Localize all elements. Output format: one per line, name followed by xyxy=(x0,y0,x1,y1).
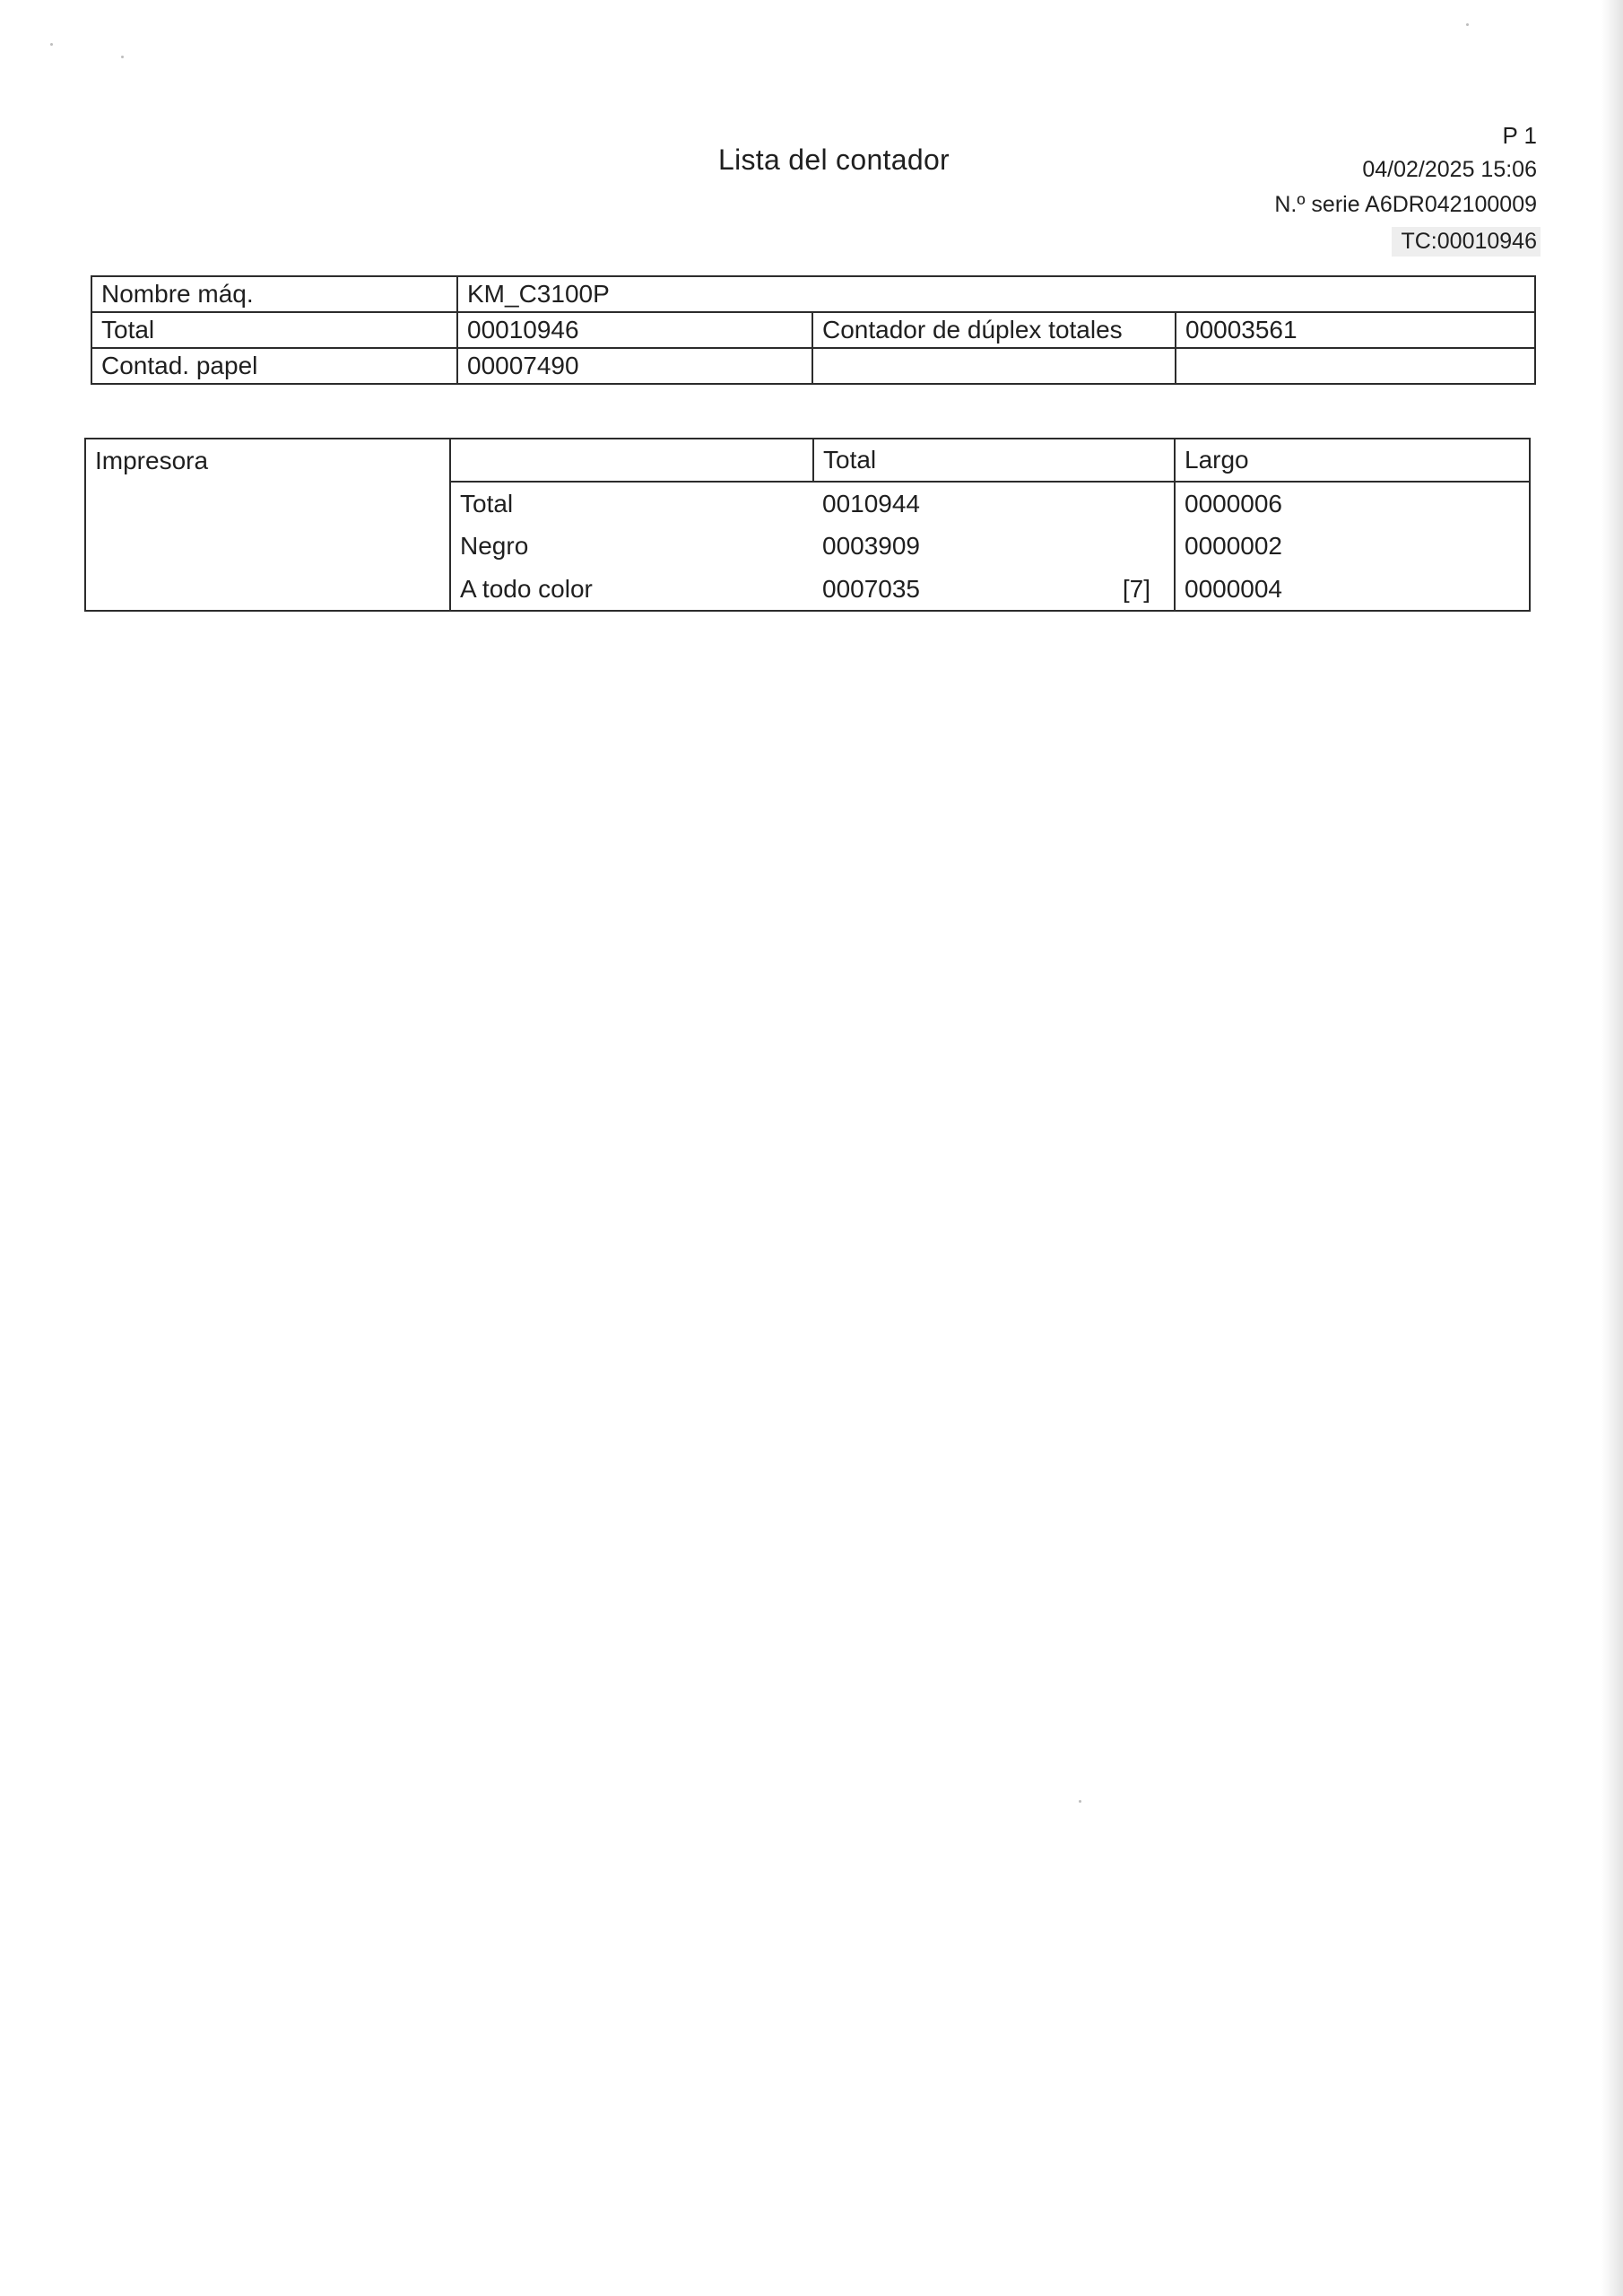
row-note: [7] xyxy=(1122,574,1150,603)
row-label: Total xyxy=(460,489,514,517)
duplex-label: Contador de dúplex totales xyxy=(812,312,1176,348)
row-label: Negro xyxy=(460,532,529,560)
scan-speck xyxy=(1466,23,1469,26)
empty-header-cell xyxy=(450,439,813,482)
row-total-value: 0003909 xyxy=(822,532,921,560)
row-label: A todo color xyxy=(450,568,813,611)
row-total-cell xyxy=(813,568,1175,611)
page-number: P 1 xyxy=(1502,122,1537,149)
paper-value: 00007490 xyxy=(457,348,812,384)
total-counter-stamp: TC:00010946 xyxy=(1392,227,1541,257)
total-value: 00010946 xyxy=(457,312,812,348)
empty-cell xyxy=(812,348,1176,384)
paper-label: Contad. papel xyxy=(91,348,457,384)
printer-section-label: Impresora xyxy=(85,439,450,611)
row-total-cell xyxy=(813,482,1175,525)
empty-cell xyxy=(1176,348,1535,384)
table-row xyxy=(91,348,1535,384)
column-header-largo: Largo xyxy=(1175,439,1530,482)
serial-number: N.º serie A6DR042100009 xyxy=(1274,192,1537,217)
scan-speck xyxy=(121,56,124,58)
row-total-cell xyxy=(813,525,1175,568)
row-largo-value: 0000002 xyxy=(1175,525,1530,568)
page-title: Lista del contador xyxy=(717,144,950,176)
machine-name-label: Nombre máq. xyxy=(91,276,457,312)
printer-counter-table xyxy=(84,438,1531,612)
duplex-value: 00003561 xyxy=(1176,312,1535,348)
machine-name-value: KM_C3100P xyxy=(457,276,1535,312)
machine-counter-table xyxy=(91,275,1536,385)
table-row xyxy=(91,276,1535,312)
column-header-total: Total xyxy=(813,439,1175,482)
row-largo-value: 0000006 xyxy=(1175,482,1530,525)
scan-edge-shadow xyxy=(1601,0,1623,2296)
table-header-row xyxy=(85,439,1530,482)
row-total-value: 0007035 xyxy=(822,574,921,603)
row-total-value: 0010944 xyxy=(822,489,921,517)
print-datetime: 04/02/2025 15:06 xyxy=(1362,157,1537,182)
total-label: Total xyxy=(91,312,457,348)
scan-speck xyxy=(50,43,53,46)
scan-speck xyxy=(1079,1800,1081,1803)
table-row xyxy=(91,312,1535,348)
row-largo-value: 0000004 xyxy=(1175,568,1530,611)
